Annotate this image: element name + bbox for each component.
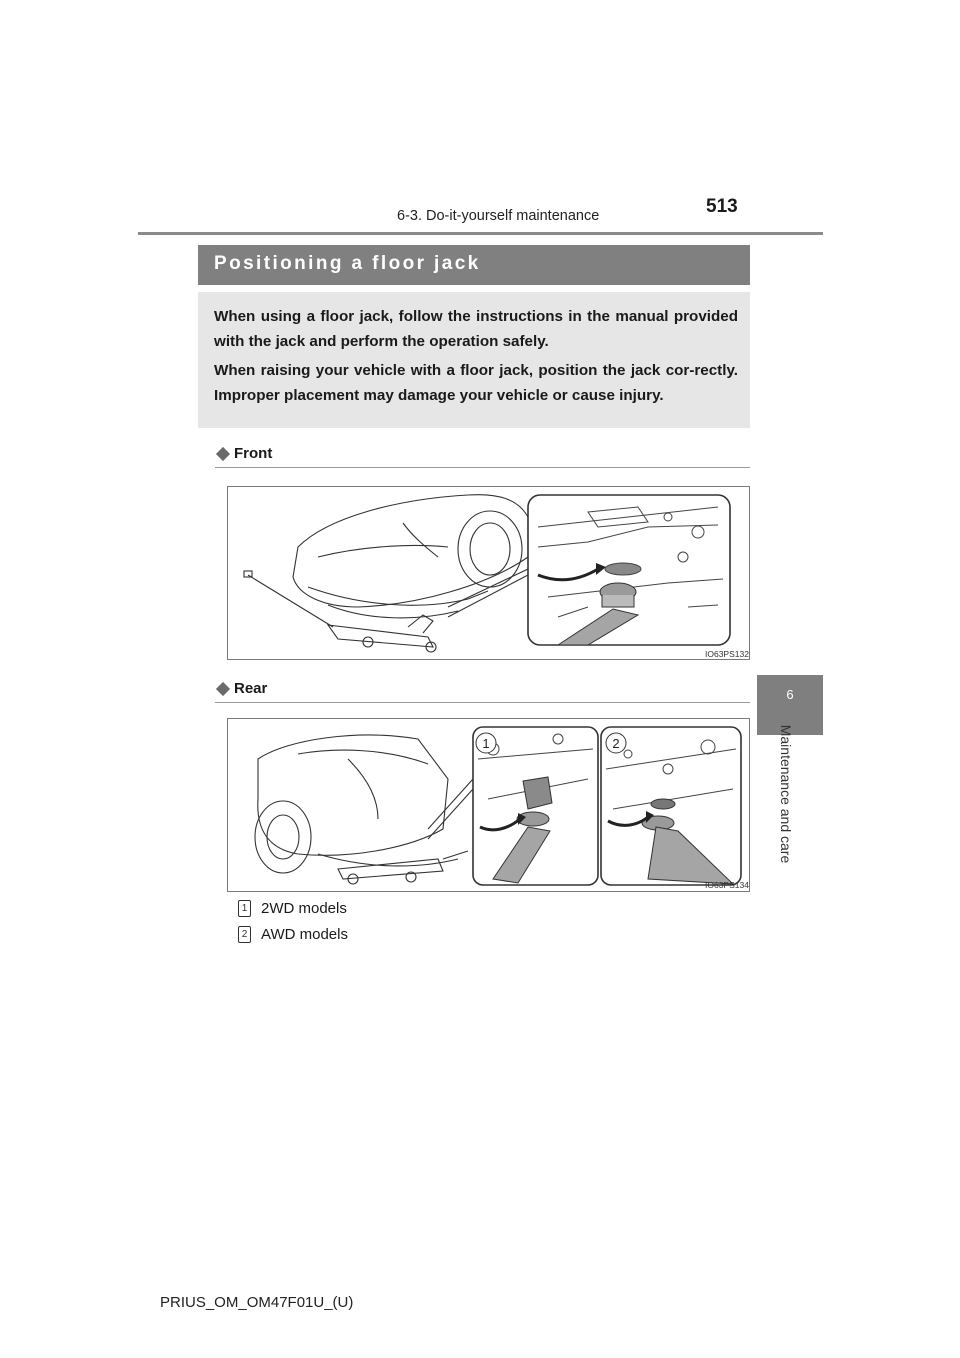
front-heading-label: Front	[234, 445, 273, 462]
section-reference: 6-3. Do-it-yourself maintenance	[397, 208, 600, 224]
rear-jack-illustration	[227, 718, 750, 892]
rear-heading-label: Rear	[234, 680, 268, 697]
callout-1: 1	[482, 736, 490, 751]
front-figure-code: IO63PS132	[705, 649, 749, 659]
intro-box	[198, 292, 750, 428]
front-jack-drawing	[228, 487, 749, 659]
header-divider	[138, 232, 823, 235]
intro-paragraph: When raising your vehicle with a floor jack, position the jack cor-rectly. Improper placement may damage your vehicle or cause injury.	[214, 362, 738, 404]
front-jack-illustration	[227, 486, 750, 660]
intro-paragraph: When using a floor jack, follow the instructions in the manual provided with the jack and perform the operation safely.	[214, 308, 738, 350]
legend-item-2wd: 2WD models	[261, 900, 347, 917]
rear-heading	[215, 680, 267, 697]
chapter-title: Maintenance and care	[778, 724, 794, 864]
legend-item-awd: AWD models	[261, 926, 348, 943]
section-title: Positioning a floor jack	[214, 253, 481, 274]
rear-figure-code: IO63PS134	[705, 880, 749, 890]
front-heading-rule	[215, 467, 750, 468]
legend-marker-1: 1	[238, 900, 251, 917]
front-heading	[215, 445, 272, 462]
legend-marker-2: 2	[238, 926, 251, 943]
rear-jack-drawing	[228, 719, 749, 891]
document-id: PRIUS_OM_OM47F01U_(U)	[160, 1294, 354, 1311]
diamond-bullet-icon	[216, 681, 230, 695]
rear-heading-rule	[215, 702, 750, 703]
page-number: 513	[706, 196, 738, 217]
callout-2: 2	[612, 736, 620, 751]
chapter-number: 6	[786, 687, 794, 702]
diamond-bullet-icon	[216, 446, 230, 460]
